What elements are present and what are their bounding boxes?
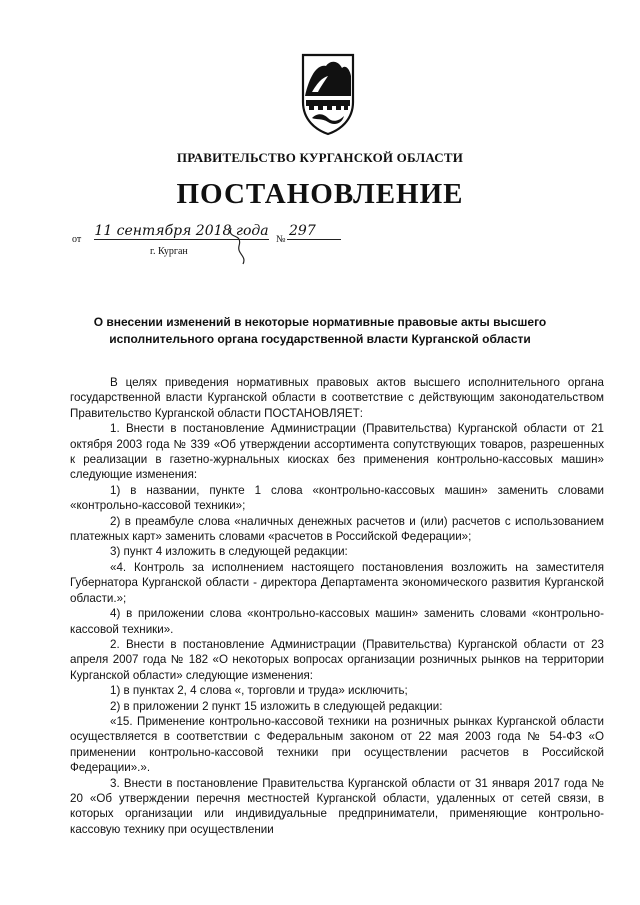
body-paragraph: «4. Контроль за исполнением настоящего постановления возложить на заместителя Губернатора Курганской области - директора Департамента экономического развития Курганской области.»; xyxy=(70,560,604,605)
date-prefix: от xyxy=(72,234,82,245)
body-paragraph: 1. Внести в постановление Администрации (Правительства) Курганской области от 21 октября 2003 года № 339 «Об утверждении ассортимента сопутствующих товаров, разрешенных к реализации в газетно-журнальных киосках без применения контрольно-кассовых машин» следующие изменения: xyxy=(70,422,604,482)
body-paragraph: В целях приведения нормативных правовых актов высшего исполнительного органа государственной власти Курганской области в соответствие с действующим законодательством Правительство Курганской области ПОСТАНОВЛЯЕТ: xyxy=(70,376,604,420)
body-paragraph: 1) в пунктах 2, 4 слова «, торговли и труда» исключить; xyxy=(110,684,408,698)
body-paragraph: 2) в преамбуле слова «наличных денежных расчетов и (или) расчетов с использованием платежных карт» заменить словами «расчетов в Российской Федерации»; xyxy=(70,514,604,544)
body-paragraph: 2) в приложении 2 пункт 15 изложить в следующей редакции: xyxy=(110,699,443,713)
kurgan-coat-of-arms-emblem xyxy=(300,52,356,136)
city-label: г. Курган xyxy=(150,246,188,257)
body-paragraph: 1) в названии, пункте 1 слова «контрольно-кассовых машин» заменить словами «контрольно-кассовой техники»; xyxy=(70,483,604,513)
handwritten-date: 11 сентября 2018 года xyxy=(94,223,269,239)
body-paragraph: 3. Внести в постановление Правительства Курганской области от 31 января 2017 года № 20 «Об утверждении перечня местностей Курганской области, удаленных от сетей связи, в которых организации или индивидуальные предприниматели, применяющие контрольно-кассовую технику при осуществлении xyxy=(70,776,604,836)
government-name: ПРАВИТЕЛЬСТВО КУРГАНСКОЙ ОБЛАСТИ xyxy=(176,150,464,165)
body-paragraph: 3) пункт 4 изложить в следующей редакции: xyxy=(110,545,348,559)
body-paragraph: 4) в приложении слова «контрольно-кассовых машин» заменить словами «контрольно-кассовой техники». xyxy=(70,607,604,636)
document-title-line: исполнительного органа государственной власти Курганской области xyxy=(109,332,531,346)
document-title xyxy=(60,314,580,348)
handwritten-flourish-icon xyxy=(225,226,265,266)
document-type-heading: ПОСТАНОВЛЕНИЕ xyxy=(176,178,464,210)
body-paragraph: 2. Внести в постановление Администрации (Правительства) Курганской области от 23 апреля 2007 года № 182 «О некоторых вопросах организации розничных рынков на территории Курганской области» следующие изменения: xyxy=(70,637,604,682)
document-body xyxy=(70,375,604,837)
body-paragraph: «15. Применение контрольно-кассовой техники на розничных рынках Курганской области осуществляется в соответствии с Федеральным законом от 22 мая 2003 года № 54-ФЗ «О применении контрольно-кассовой техники при осуществлении расчетов в Российской Федерации».». xyxy=(70,714,604,775)
number-sign: № xyxy=(276,234,286,245)
handwritten-number: 297 xyxy=(287,223,341,240)
document-title-line: О внесении изменений в некоторые нормативные правовые акты высшего xyxy=(93,315,547,329)
